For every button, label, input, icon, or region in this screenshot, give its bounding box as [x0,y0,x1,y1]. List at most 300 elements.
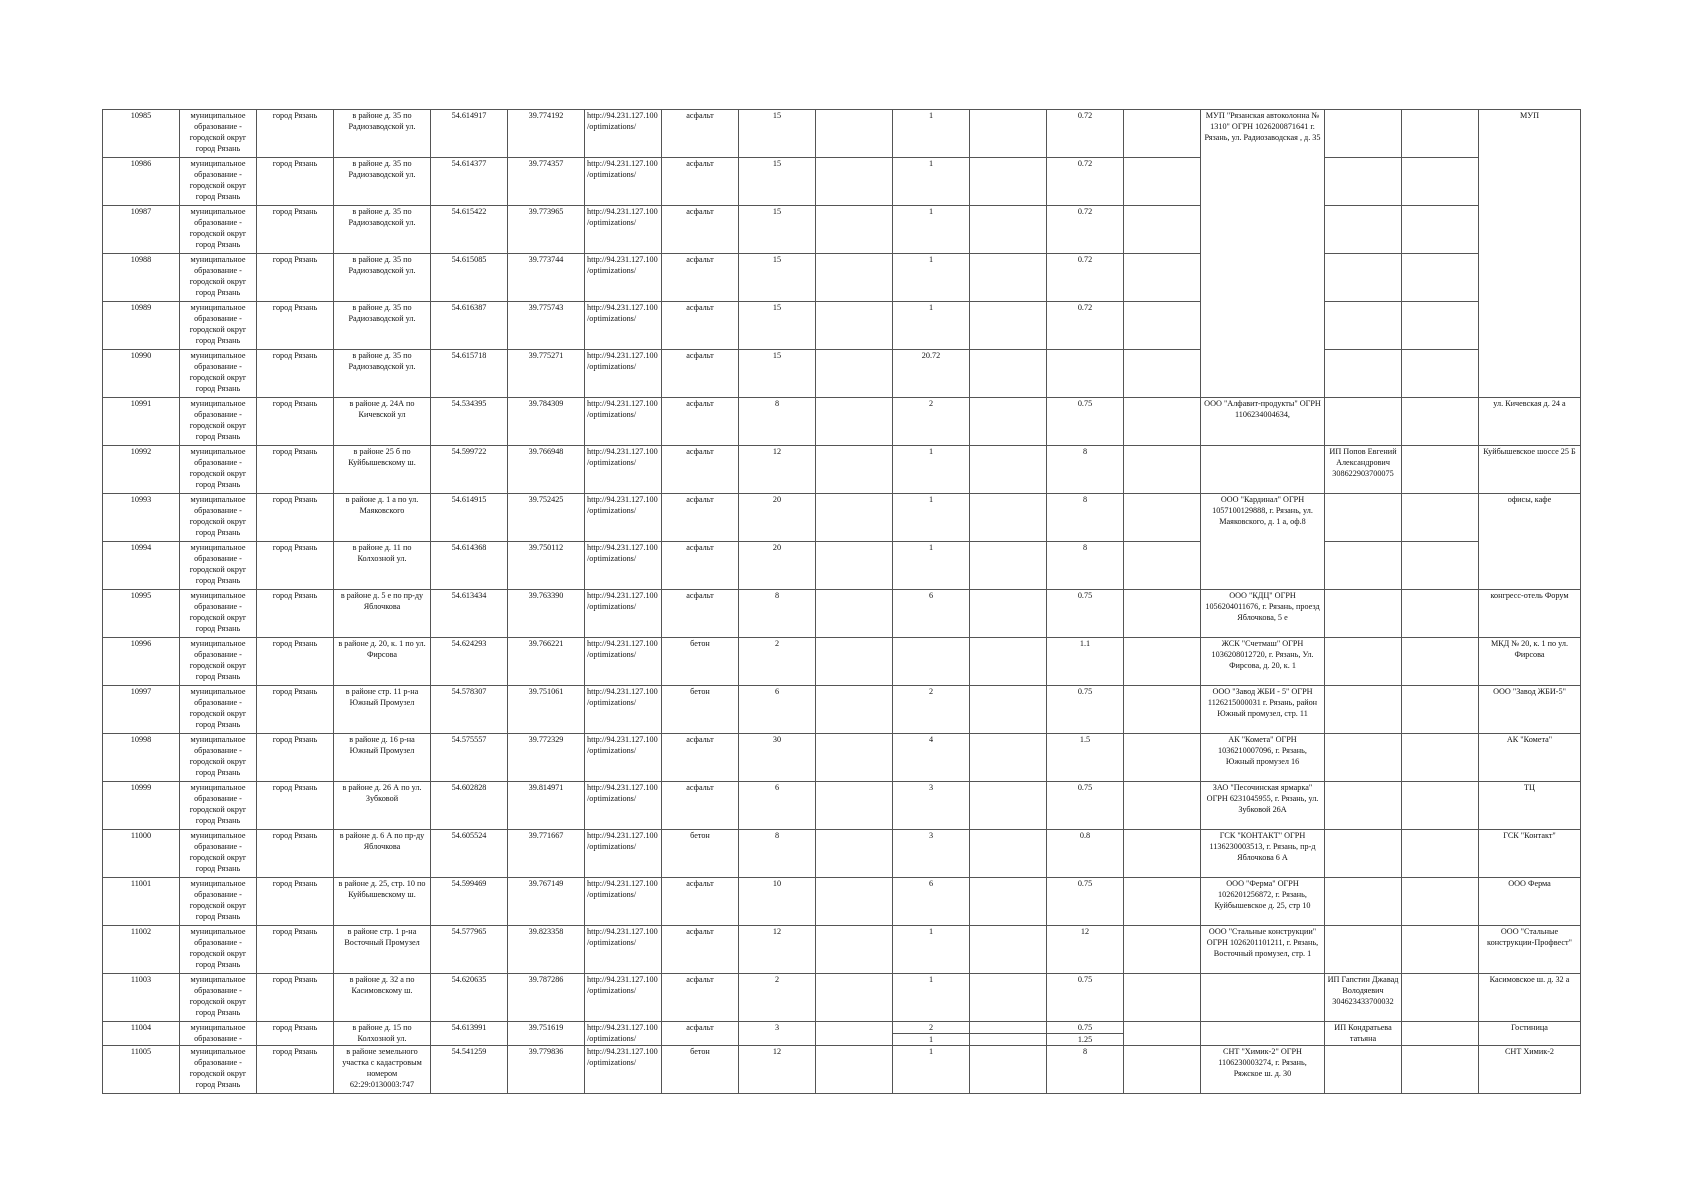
cell-area: 30 [739,734,816,782]
cell-longitude: 39.766948 [508,446,585,494]
cell-empty [1402,254,1479,302]
cell-volume: 12 [1047,926,1124,974]
cell-area: 3 [739,1022,816,1046]
cell-empty [970,398,1047,446]
cell-empty [816,1046,893,1094]
cell-surface: асфальт [662,302,739,350]
cell-empty [970,878,1047,926]
cell-entrepreneur [1325,734,1402,782]
cell-area: 2 [739,974,816,1022]
cell-empty [816,542,893,590]
cell-volume: 0.72 [1047,158,1124,206]
cell-count: 1 [893,254,970,302]
cell-id: 10999 [103,782,180,830]
cell-empty [1402,926,1479,974]
cell-municipality: муниципальное образование - городской округ город Рязань [180,350,257,398]
cell-city: город Рязань [257,398,334,446]
cell-volume: 0.75 [1047,686,1124,734]
table-row [103,446,1581,494]
cell-latitude: 54.624293 [431,638,508,686]
cell-count: 1 [893,110,970,158]
cell-volume: 0.72 [1047,302,1124,350]
cell-address: в районе д. 32 а по Касимовскому ш. [334,974,431,1022]
cell-latitude: 54.578307 [431,686,508,734]
cell-entrepreneur [1325,878,1402,926]
cell-longitude: 39.814971 [508,782,585,830]
cell-empty [970,542,1047,590]
cell-url: http://94.231.127.100/optimizations/ [585,590,662,638]
cell-url: http://94.231.127.100/optimizations/ [585,686,662,734]
cell-address: в районе д. 26 А по ул. Зубковой [334,782,431,830]
cell-municipality: муниципальное образование - городской округ город Рязань [180,734,257,782]
cell-surface: асфальт [662,494,739,542]
cell-entrepreneur [1325,158,1402,206]
cell-empty [816,110,893,158]
cell-address: в районе д. 35 по Радиозаводской ул. [334,350,431,398]
cell-source: Касимовское ш. д. 32 а [1479,974,1581,1022]
cell-city: город Рязань [257,1046,334,1094]
cell-source: ООО Ферма [1479,878,1581,926]
cell-latitude: 54.614915 [431,494,508,542]
cell-area: 15 [739,254,816,302]
cell-id: 10995 [103,590,180,638]
cell-volume: 0.8 [1047,830,1124,878]
cell-entrepreneur [1325,302,1402,350]
cell-id: 11003 [103,974,180,1022]
cell-count: 3 [893,782,970,830]
cell-source: МУП [1479,110,1581,398]
cell-source: ООО "Стальные конструкции-Профвест" [1479,926,1581,974]
cell-empty [970,494,1047,542]
cell-city: город Рязань [257,206,334,254]
cell-address: в районе д. 1 а по ул. Маяковского [334,494,431,542]
cell-city: город Рязань [257,158,334,206]
cell-count: 1 [893,158,970,206]
cell-latitude: 54.614917 [431,110,508,158]
table-row [103,542,1581,590]
cell-owner: МУП "Рязанская автоколонна № 1310" ОГРН 1026200871641 г. Рязань, ул. Радиозаводская , д. 35 [1201,110,1325,398]
table-row [103,1022,1581,1034]
cell-count: 6 [893,590,970,638]
cell-source: СНТ Химик-2 [1479,1046,1581,1094]
cell-surface: асфальт [662,158,739,206]
cell-empty [1402,638,1479,686]
cell-entrepreneur [1325,254,1402,302]
cell-empty [816,734,893,782]
cell-owner: ООО "Завод ЖБИ - 5" ОГРН 1126215000031 г. Рязань, район Южный промузел, стр. 11 [1201,686,1325,734]
cell-empty [1402,398,1479,446]
cell-city: город Рязань [257,1022,334,1046]
cell-empty [1402,734,1479,782]
cell-latitude: 54.599722 [431,446,508,494]
cell-owner: ООО "Стальные конструкции" ОГРН 1026201101211, г. Рязань, Восточный промузел, стр. 1 [1201,926,1325,974]
cell-empty [1402,878,1479,926]
cell-empty [816,158,893,206]
cell-empty [1124,158,1201,206]
cell-empty [970,1022,1047,1034]
cell-owner: ЗАО "Песочинская ярмарка" ОГРН 6231045955, г. Рязань, ул. Зубковой 26А [1201,782,1325,830]
cell-entrepreneur: ИП Попов Евгений Александрович 308622903700075 [1325,446,1402,494]
cell-count: 6 [893,878,970,926]
cell-city: город Рязань [257,734,334,782]
cell-surface: асфальт [662,782,739,830]
cell-empty [970,1046,1047,1094]
registry-page [102,109,1576,1094]
cell-latitude: 54.614368 [431,542,508,590]
cell-source: конгресс-отель Форум [1479,590,1581,638]
table-row [103,926,1581,974]
cell-empty [1402,350,1479,398]
table-row [103,638,1581,686]
cell-area: 15 [739,110,816,158]
cell-source: ТЦ [1479,782,1581,830]
cell-empty [816,926,893,974]
cell-empty [1124,782,1201,830]
cell-city: город Рязань [257,590,334,638]
cell-empty [1124,734,1201,782]
cell-empty [970,974,1047,1022]
cell-id: 11002 [103,926,180,974]
cell-source: Куйбышевское шоссе 25 Б [1479,446,1581,494]
cell-count: 2 [893,398,970,446]
cell-empty [1402,590,1479,638]
cell-area: 8 [739,830,816,878]
cell-owner: ЖСК "Счетмаш" ОГРН 1036208012720, г. Рязань, Ул. Фирсова, д. 20, к. 1 [1201,638,1325,686]
cell-municipality: муниципальное образование - городской округ город Рязань [180,590,257,638]
cell-id: 10993 [103,494,180,542]
cell-municipality: муниципальное образование - городской округ город Рязань [180,494,257,542]
cell-url: http://94.231.127.100/optimizations/ [585,254,662,302]
cell-empty [816,830,893,878]
cell-city: город Рязань [257,494,334,542]
cell-municipality: муниципальное образование - городской округ город Рязань [180,638,257,686]
cell-surface: асфальт [662,590,739,638]
cell-volume: 0.75 [1047,878,1124,926]
cell-address: в районе д. 25, стр. 10 по Куйбышевскому ш. [334,878,431,926]
cell-address: в районе стр. 1 р-на Восточный Промузел [334,926,431,974]
cell-url: http://94.231.127.100/optimizations/ [585,782,662,830]
cell-longitude: 39.774357 [508,158,585,206]
cell-surface: асфальт [662,926,739,974]
cell-url: http://94.231.127.100/optimizations/ [585,1022,662,1046]
cell-empty [1124,926,1201,974]
cell-latitude: 54.577965 [431,926,508,974]
cell-source: МКД № 20, к. 1 по ул. Фирсова [1479,638,1581,686]
cell-municipality: муниципальное образование - городской округ город Рязань [180,542,257,590]
cell-entrepreneur [1325,926,1402,974]
cell-area: 12 [739,926,816,974]
cell-city: город Рязань [257,638,334,686]
cell-surface: асфальт [662,350,739,398]
table-row [103,878,1581,926]
cell-area: 15 [739,302,816,350]
table-row [103,590,1581,638]
cell-entrepreneur [1325,350,1402,398]
cell-count: 1 [893,446,970,494]
cell-municipality: муниципальное образование - городской округ город Рязань [180,830,257,878]
cell-count: 1 [893,206,970,254]
cell-url: http://94.231.127.100/optimizations/ [585,878,662,926]
cell-address: в районе земельного участка с кадастровым номером 62:29:0130003:747 [334,1046,431,1094]
cell-id: 10998 [103,734,180,782]
cell-entrepreneur [1325,686,1402,734]
cell-empty [1124,1022,1201,1046]
cell-owner [1201,974,1325,1022]
cell-url: http://94.231.127.100/optimizations/ [585,830,662,878]
table-row [103,158,1581,206]
cell-area: 6 [739,686,816,734]
cell-city: город Рязань [257,782,334,830]
cell-count: 1 [893,1034,970,1046]
cell-empty [970,590,1047,638]
cell-longitude: 39.773744 [508,254,585,302]
cell-address: в районе 25 б по Куйбышевскому ш. [334,446,431,494]
cell-empty [1402,494,1479,542]
cell-longitude: 39.823358 [508,926,585,974]
cell-owner: ООО "Кардинал" ОГРН 1057100129888, г. Рязань, ул. Маяковского, д. 1 а, оф.8 [1201,494,1325,590]
cell-surface: асфальт [662,542,739,590]
cell-entrepreneur [1325,542,1402,590]
cell-empty [970,734,1047,782]
cell-municipality: муниципальное образование - городской округ город Рязань [180,1046,257,1094]
cell-owner: ГСК "КОНТАКТ" ОГРН 1136230003513, г. Рязань, пр-д Яблочкова 6 А [1201,830,1325,878]
cell-empty [1124,398,1201,446]
cell-latitude: 54.620635 [431,974,508,1022]
cell-empty [1124,638,1201,686]
cell-empty [1402,542,1479,590]
cell-area: 20 [739,494,816,542]
cell-city: город Рязань [257,446,334,494]
cell-city: город Рязань [257,350,334,398]
cell-id: 10986 [103,158,180,206]
cell-volume: 8 [1047,494,1124,542]
cell-empty [816,1022,893,1046]
cell-id: 11005 [103,1046,180,1094]
cell-empty [816,254,893,302]
cell-volume: 0.75 [1047,398,1124,446]
cell-municipality: муниципальное образование - [180,1022,257,1046]
cell-id: 10987 [103,206,180,254]
cell-count: 1 [893,926,970,974]
cell-volume [1047,350,1124,398]
cell-owner: ООО "Алфавит-продукты" ОГРН 1106234004634, [1201,398,1325,446]
cell-address: в районе д. 35 по Радиозаводской ул. [334,110,431,158]
cell-entrepreneur [1325,1046,1402,1094]
cell-empty [1402,302,1479,350]
cell-volume: 0.72 [1047,206,1124,254]
cell-empty [1402,782,1479,830]
cell-empty [1124,1046,1201,1094]
cell-empty [816,398,893,446]
cell-empty [1124,254,1201,302]
cell-latitude: 54.615718 [431,350,508,398]
cell-municipality: муниципальное образование - городской округ город Рязань [180,878,257,926]
cell-owner [1201,1022,1325,1046]
cell-latitude: 54.615085 [431,254,508,302]
cell-count: 1 [893,1046,970,1094]
cell-surface: бетон [662,830,739,878]
cell-source: ООО "Завод ЖБИ-5" [1479,686,1581,734]
cell-url: http://94.231.127.100/optimizations/ [585,302,662,350]
cell-empty [970,254,1047,302]
cell-id: 10997 [103,686,180,734]
cell-longitude: 39.779836 [508,1046,585,1094]
cell-id: 11004 [103,1022,180,1046]
table-row [103,398,1581,446]
cell-id: 10991 [103,398,180,446]
cell-longitude: 39.751619 [508,1022,585,1046]
cell-latitude: 54.615422 [431,206,508,254]
cell-count: 3 [893,830,970,878]
cell-volume: 0.75 [1047,974,1124,1022]
cell-area: 12 [739,1046,816,1094]
cell-empty [1124,350,1201,398]
cell-url: http://94.231.127.100/optimizations/ [585,734,662,782]
cell-municipality: муниципальное образование - городской округ город Рязань [180,158,257,206]
cell-empty [1124,110,1201,158]
cell-empty [1402,110,1479,158]
table-row [103,494,1581,542]
cell-area: 15 [739,158,816,206]
cell-surface: асфальт [662,734,739,782]
cell-empty [1402,686,1479,734]
cell-empty [1402,206,1479,254]
cell-count: 1 [893,974,970,1022]
cell-id: 11000 [103,830,180,878]
cell-surface: асфальт [662,1022,739,1046]
cell-latitude: 54.616387 [431,302,508,350]
cell-empty [816,350,893,398]
cell-entrepreneur [1325,494,1402,542]
cell-empty [970,1034,1047,1046]
table-row [103,302,1581,350]
cell-city: город Рязань [257,878,334,926]
cell-surface: асфальт [662,398,739,446]
cell-count [893,638,970,686]
cell-entrepreneur [1325,638,1402,686]
cell-entrepreneur [1325,590,1402,638]
cell-url: http://94.231.127.100/optimizations/ [585,206,662,254]
cell-empty [1124,206,1201,254]
cell-owner: ООО "Ферма" ОГРН 1026201256872, г. Рязань, Куйбышевское д. 25, стр 10 [1201,878,1325,926]
cell-longitude: 39.775271 [508,350,585,398]
cell-entrepreneur [1325,782,1402,830]
table-row [103,110,1581,158]
cell-empty [816,686,893,734]
cell-longitude: 39.784309 [508,398,585,446]
cell-longitude: 39.772329 [508,734,585,782]
cell-city: город Рязань [257,926,334,974]
cell-url: http://94.231.127.100/optimizations/ [585,446,662,494]
cell-city: город Рязань [257,302,334,350]
cell-municipality: муниципальное образование - городской округ город Рязань [180,782,257,830]
cell-owner [1201,446,1325,494]
cell-empty [1124,830,1201,878]
cell-volume: 8 [1047,446,1124,494]
cell-surface: асфальт [662,206,739,254]
cell-volume: 0.75 [1047,1022,1124,1034]
cell-empty [970,158,1047,206]
cell-volume: 1.25 [1047,1034,1124,1046]
cell-empty [970,206,1047,254]
cell-empty [816,494,893,542]
cell-latitude: 54.605524 [431,830,508,878]
cell-id: 10988 [103,254,180,302]
table-row [103,254,1581,302]
cell-empty [816,446,893,494]
cell-empty [816,974,893,1022]
cell-empty [1402,830,1479,878]
cell-empty [970,686,1047,734]
cell-empty [970,830,1047,878]
cell-municipality: муниципальное образование - городской округ город Рязань [180,206,257,254]
cell-id: 10994 [103,542,180,590]
cell-latitude: 54.575557 [431,734,508,782]
cell-source: офисы, кафе [1479,494,1581,590]
cell-address: в районе д. 15 по Колхозной ул. [334,1022,431,1046]
cell-surface: асфальт [662,446,739,494]
cell-empty [970,110,1047,158]
cell-latitude: 54.599469 [431,878,508,926]
cell-empty [1402,1022,1479,1046]
cell-id: 11001 [103,878,180,926]
cell-municipality: муниципальное образование - городской округ город Рязань [180,686,257,734]
cell-surface: бетон [662,1046,739,1094]
cell-count: 1 [893,494,970,542]
cell-longitude: 39.773965 [508,206,585,254]
cell-municipality: муниципальное образование - городской округ город Рязань [180,974,257,1022]
cell-empty [816,302,893,350]
cell-area: 10 [739,878,816,926]
cell-empty [1124,974,1201,1022]
cell-id: 10996 [103,638,180,686]
cell-empty [1402,974,1479,1022]
cell-empty [816,782,893,830]
cell-count: 4 [893,734,970,782]
cell-empty [970,638,1047,686]
table-row [103,1046,1581,1094]
cell-volume: 0.75 [1047,782,1124,830]
cell-empty [1124,302,1201,350]
cell-empty [816,878,893,926]
cell-empty [816,590,893,638]
cell-surface: асфальт [662,878,739,926]
cell-url: http://94.231.127.100/optimizations/ [585,110,662,158]
cell-latitude: 54.541259 [431,1046,508,1094]
cell-area: 12 [739,446,816,494]
cell-owner: АК "Комета" ОГРН 1036210007096, г. Рязань, Южный промузел 16 [1201,734,1325,782]
cell-city: город Рязань [257,254,334,302]
cell-longitude: 39.750112 [508,542,585,590]
cell-area: 15 [739,350,816,398]
cell-area: 8 [739,398,816,446]
cell-latitude: 54.534395 [431,398,508,446]
cell-address: в районе д. 6 А по пр-ду Яблочкова [334,830,431,878]
cell-empty [1402,1046,1479,1094]
cell-longitude: 39.771667 [508,830,585,878]
cell-url: http://94.231.127.100/optimizations/ [585,350,662,398]
cell-url: http://94.231.127.100/optimizations/ [585,926,662,974]
cell-longitude: 39.766221 [508,638,585,686]
cell-address: в районе д. 20, к. 1 по ул. Фирсова [334,638,431,686]
cell-empty [816,206,893,254]
cell-latitude: 54.602828 [431,782,508,830]
cell-source: Гостиница [1479,1022,1581,1046]
cell-url: http://94.231.127.100/optimizations/ [585,542,662,590]
cell-url: http://94.231.127.100/optimizations/ [585,638,662,686]
cell-count: 1 [893,302,970,350]
cell-longitude: 39.752425 [508,494,585,542]
